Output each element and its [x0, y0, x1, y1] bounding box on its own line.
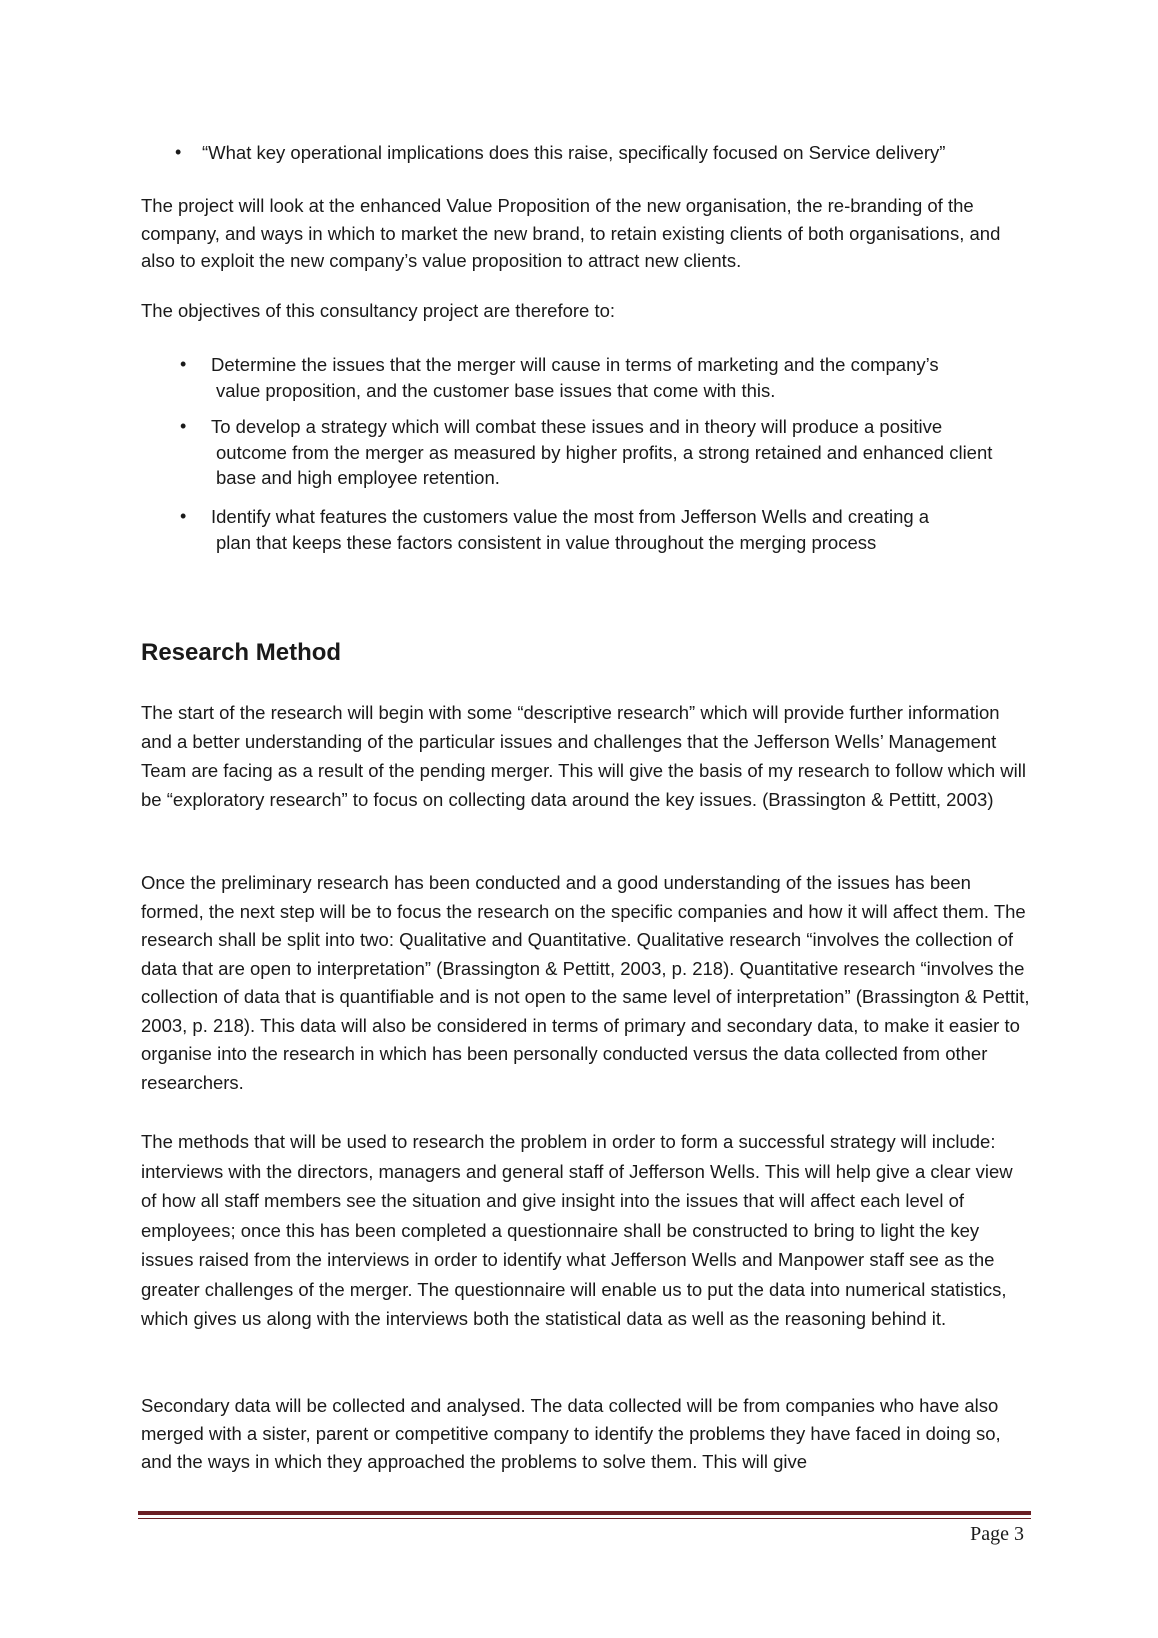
section-heading: Research Method	[141, 639, 342, 666]
objective-item	[180, 352, 1020, 403]
objective-continuation: outcome from the merger as measured by higher profits, a strong retained and enhanced client base and high employee retention.	[216, 441, 993, 488]
research-paragraph: Once the preliminary research has been conducted and a good understanding of the issues has been formed, the next step will be to focus the research on the specific companies and how it will affect them. The research shall be split into two: Qualitative and Quantitative. Qualitative research “involves the collection of data that are open to interpretation” (Brassington & Pettitt, 2003, p. 218). Quantitative research “involves the collection of data that is quantifiable and is not open to the same level of interpretation” (Brassington & Pettit, 2003, p. 218). This data will also be considered in terms of primary and secondary data, to make it easier to organise into the research in which has been personally conducted versus the data collected from other researchers.	[141, 872, 1030, 1093]
bullet-dot-icon: •	[175, 142, 182, 162]
footer-divider-thin	[138, 1518, 1031, 1519]
research-paragraph: The methods that will be used to research the problem in order to form a successful strategy will include: interviews with the directors, managers and general staff of Jefferson Wells. This will help give a clear view of how all staff members see the situation and give insight into the issues that will affect each level of employees; once this has been completed a questionnaire shall be constructed to bring to light the key issues raised from the interviews in order to identify what Jefferson Wells and Manpower staff see as the greater challenges of the merger. The questionnaire will enable us to put the data into numerical statistics, which gives us along with the interviews both the statistical data as well as the reasoning behind it.	[141, 1131, 1013, 1329]
intro-paragraph: The project will look at the enhanced Value Proposition of the new organisation, the re-branding of the company, and ways in which to market the new brand, to retain existing clients of both organisations, and also to exploit the new company’s value proposition to attract new clients.	[141, 195, 1001, 271]
objective-item	[180, 504, 1020, 555]
footer-divider-thick	[138, 1511, 1031, 1515]
objective-line: To develop a strategy which will combat these issues and in theory will produce a positive	[211, 416, 943, 437]
objective-item	[180, 414, 1020, 491]
objective-line: Identify what features the customers value the most from Jefferson Wells and creating a	[211, 506, 930, 527]
objective-line: Determine the issues that the merger will cause in terms of marketing and the company’s	[211, 354, 939, 375]
objectives-lead-in: The objectives of this consultancy project are therefore to:	[141, 300, 616, 321]
research-paragraph: The start of the research will begin with some “descriptive research” which will provide further information and a better understanding of the particular issues and challenges that the Jefferson Wells’ Management Team are facing as a result of the pending merger. This will give the basis of my research to follow which will be “exploratory research” to focus on collecting data around the key issues. (Brassington & Pettitt, 2003)	[141, 702, 1026, 810]
objective-continuation: value proposition, and the customer base issues that come with this.	[216, 379, 776, 401]
research-paragraph: Secondary data will be collected and analysed. The data collected will be from companies who have also merged with a sister, parent or competitive company to identify the problems they have faced in doing so, and the ways in which they approached the problems to solve them. This will give	[141, 1395, 1001, 1472]
bullet-dot-icon: •	[180, 354, 187, 374]
question-bullet-text: “What key operational implications does this raise, specifically focused on Service delivery”	[202, 142, 946, 163]
objective-continuation: plan that keeps these factors consistent in value throughout the merging process	[216, 531, 877, 553]
bullet-dot-icon: •	[180, 506, 187, 526]
bullet-dot-icon: •	[180, 416, 187, 436]
page-number: Page 3	[970, 1523, 1024, 1545]
question-bullet	[175, 140, 1035, 166]
